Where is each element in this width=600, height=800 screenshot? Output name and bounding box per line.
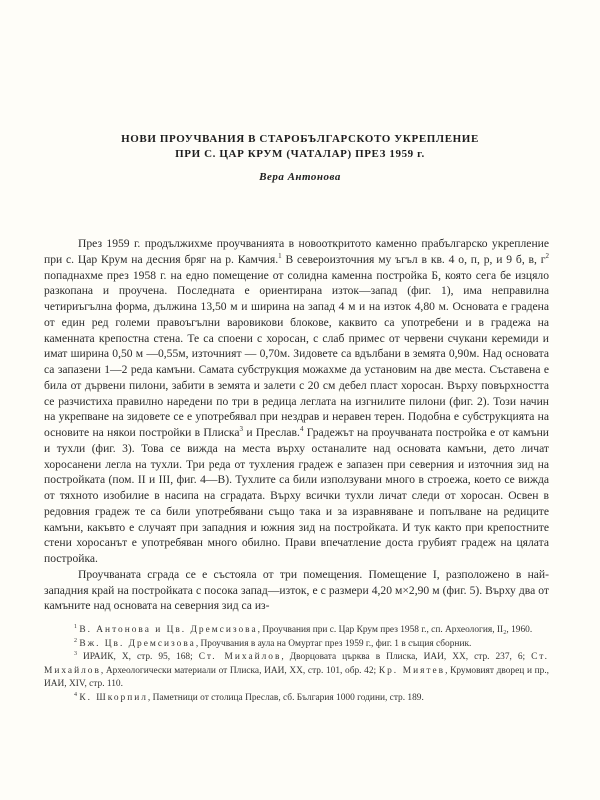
paragraph-2: Проучваната сграда се е състояла от три помещения. Помещение I, разположено в най-западния край на постройката с посока запад—изток, е с размери 4,20 м×2,90 м (фиг. 5). Върху два от камъните над основата на северния зид са из- [44,567,549,613]
text-run: През 1959 г. продължихме проучванията в новооткритото каменно прабългарско укрепление при с. Цар Крум на десния бряг на р. Камчия. [44,237,549,266]
footnote-author: Ст. Михайлов [44,652,549,676]
footnotes [44,624,549,705]
footnote-ref-2: 2 [545,251,549,260]
footnote-author: Кр. Миятев [378,665,446,676]
article-title [60,132,540,162]
footnote-3 [44,651,549,692]
footnote-text: ИРАИК, X, стр. 95, 168; [82,652,199,662]
footnote-number: 3 [74,650,77,657]
footnote-number: 2 [74,637,77,644]
title-line-2: ПРИ С. ЦАР КРУМ (ЧАТАЛАР) ПРЕЗ 1959 г. [175,148,425,160]
footnote-author: В. Антонова и Цв. Дремсизова [79,625,258,635]
article-author: Вера Антонова [259,171,341,183]
footnote-author: Ст. Михайлов [198,652,282,662]
text-run: Градежът на проучваната постройка е от камъни и тухли (фиг. 3). Това се вижда на места върху останалите над основата камъни, дето личат хоросанени легла на тухли. Три реда от тухления градеж е запазен при северния и източния зид на постройката (пом. II и III, фиг. 4—В). Тухлите са били използувани много в строежа, което се вижда от тяхното изобилие в насипа на сградата. Върху всички тухли личат следи от хоросан. Освен в редовния градеж те са били употребявани също така и за изравняване и попълване на редиците камъни, какъвто е случаят при западния и южния зид на постройката. И тук както при крепостните стени хоросанът е употребяван много обилно. Прави впечатление доста грубият градеж на цялата постройка. [44,426,550,565]
footnote-author: Вж. Цв. Дремсизова [79,638,196,649]
footnote-ref-3: 3 [239,425,244,434]
paragraph-1 [44,236,549,567]
text-run: и Преслав. [243,426,300,439]
text-run: попаднахме през 1958 г. на едно помещение от солидна каменна постройка Б, която сега бе изцяло разкопана и проучена. Последната е ориентирана изток—запад (фиг. 1), има неправилна четириъгълна форма, дължина 13,50 м и ширина на запад 4 м и на изток 4,80 м. Основата е градена от един ред големи правоъгълни варовикови блокове, каквито са употребени и в градежа на каменната крепостна стена. Те са споени с хоросан, с слаб примес от червени счукани керемиди и имат ширина 0,50 м —0,55м, източният — 0,70м. Зидовете са вдълбани в земята 0,90м. Над основата са запазени 1—2 реда камъни. Самата субструкция можахме да установим на две места. Съставена е била от дървени пилони, забити в земята и залети с 20 см дебел пласт хоросан. Върху повърхността се разчистиха правилно наредени по три в редица леглата на изгнилите пилони (фиг. 2). Този начин на укрепване на зидовете се е употребявал при нездрав и неравен терен. Подобна е субструкцията на основите на някои постройки в Плиска [44,268,549,439]
footnote-text: , Крумовият дворец и пр., ИАИ, XIV, стр. 110. [44,665,550,689]
footnote-text: , Проучвания в аула на Омуртаг през 1959 г., фиг. 1 в същия сборник. [195,638,472,649]
footnote-author: К. Шкорпил [79,692,148,703]
footnote-text: , Паметници от столица Преслав, сб. България 1000 години, стр. 189. [147,692,424,703]
footnote-ref-1: 1 [278,251,282,260]
footnote-ref-4: 4 [299,425,304,434]
footnote-4 [44,692,549,706]
article-body [44,236,549,614]
footnote-text: , Археологически материали от Плиска, ИАИ, XX, стр. 101, обр. 42; [100,665,379,676]
footnote-number: 1 [74,623,77,630]
text-run: В североизточния му ъгъл в кв. 4 о, п, р, и 9 б, в, г [281,252,546,266]
footnote-1 [44,624,549,638]
footnote-text: , Проучвания при с. Цар Крум през 1958 г., сп. Археология, II₂, 1960. [257,625,533,635]
footnote-2 [44,638,549,652]
title-line-1: НОВИ ПРОУЧВАНИЯ В СТАРОБЪЛГАРСКОТО УКРЕПЛЕНИЕ [121,133,479,145]
footnote-number: 4 [74,691,77,698]
footnote-text: , Дворцовата църква в Плиска, ИАИ, XX, стр. 237, 6; [281,652,532,662]
